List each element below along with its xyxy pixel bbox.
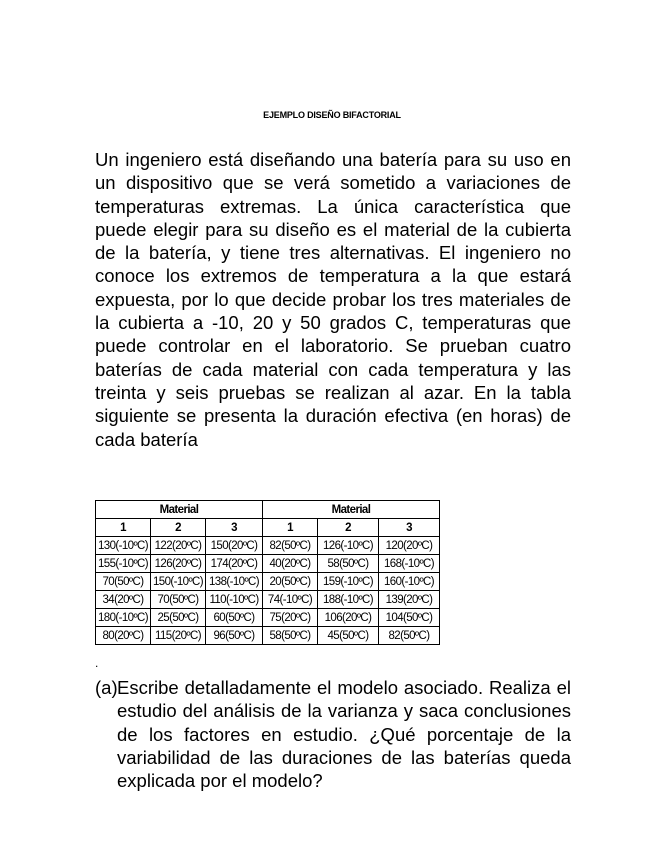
group-header-left: Material — [96, 501, 263, 519]
table-cell: 139(20ºC) — [379, 591, 440, 609]
table-cell: 74(-10ºC) — [263, 591, 318, 609]
column-header: 3 — [206, 519, 263, 537]
table-cell: 80(20ºC) — [96, 627, 151, 645]
table-cell: 110(-10ºC) — [206, 591, 263, 609]
table-cell: 104(50ºC) — [379, 609, 440, 627]
question-label: (a) — [95, 677, 118, 698]
table-row — [96, 537, 440, 555]
table-cell: 58(50ºC) — [318, 555, 379, 573]
table-cell: 122(20ºC) — [151, 537, 206, 555]
table-cell: 159(-10ºC) — [318, 573, 379, 591]
table-row — [96, 627, 440, 645]
table-cell: 115(20ºC) — [151, 627, 206, 645]
table-cell: 20(50ºC) — [263, 573, 318, 591]
data-table — [95, 500, 440, 645]
table-cell: 75(20ºC) — [263, 609, 318, 627]
column-header: 1 — [96, 519, 151, 537]
question-a — [95, 676, 571, 792]
table-cell: 106(20ºC) — [318, 609, 379, 627]
table-row — [96, 609, 440, 627]
table-cell: 126(20ºC) — [151, 555, 206, 573]
table-cell: 120(20ºC) — [379, 537, 440, 555]
table-cell: 82(50ºC) — [263, 537, 318, 555]
table-cell: 96(50ºC) — [206, 627, 263, 645]
table-row — [96, 573, 440, 591]
table-cell: 155(-10ºC) — [96, 555, 151, 573]
table-cell: 82(50ºC) — [379, 627, 440, 645]
table-cell: 34(20ºC) — [96, 591, 151, 609]
table-cell: 150(-10ºC) — [151, 573, 206, 591]
column-header: 2 — [318, 519, 379, 537]
question-text: Escribe detalladamente el modelo asociado. Realiza el estudio del análisis de la varianza y saca conclusiones de los factores en estudio. ¿Qué porcentaje de la variabilidad de las duraciones de las baterías queda explicada por el modelo? — [117, 677, 571, 792]
table-cell: 160(-10ºC) — [379, 573, 440, 591]
table-cell: 70(50ºC) — [151, 591, 206, 609]
separator-dot: . — [95, 656, 99, 670]
table-cell: 130(-10ºC) — [96, 537, 151, 555]
table-cell: 174(20ºC) — [206, 555, 263, 573]
table-cell: 150(20ºC) — [206, 537, 263, 555]
table-cell: 60(50ºC) — [206, 609, 263, 627]
table-cell: 138(-10ºC) — [206, 573, 263, 591]
table-cell: 58(50ºC) — [263, 627, 318, 645]
table-cell: 45(50ºC) — [318, 627, 379, 645]
group-header-right: Material — [263, 501, 440, 519]
table-cell: 70(50ºC) — [96, 573, 151, 591]
column-header: 3 — [379, 519, 440, 537]
column-header: 2 — [151, 519, 206, 537]
problem-statement: Un ingeniero está diseñando una batería para su uso en un dispositivo que se verá sometido a variaciones de temperaturas extremas. La única característica que puede elegir para su diseño es el material de la cubierta de la batería, y tiene tres alternativas. El ingeniero no conoce los extremos de temperatura a la que estará expuesta, por lo que decide probar los tres materiales de la cubierta a -10, 20 y 50 grados C, temperaturas que puede controlar en el laboratorio. Se prueban cuatro baterías de cada material con cada temperatura y las treinta y seis pruebas se realizan al azar. En la tabla siguiente se presenta la duración efectiva (en horas) de cada batería — [95, 149, 571, 450]
table-body — [96, 537, 440, 645]
group-header-row — [96, 501, 440, 519]
table-row — [96, 555, 440, 573]
table-cell: 25(50ºC) — [151, 609, 206, 627]
document-title: EJEMPLO DISEÑO BIFACTORIAL — [263, 110, 401, 120]
table-row — [96, 591, 440, 609]
table-cell: 188(-10ºC) — [318, 591, 379, 609]
table-cell: 40(20ºC) — [263, 555, 318, 573]
table-cell: 126(-10ºC) — [318, 537, 379, 555]
table-cell: 180(-10ºC) — [96, 609, 151, 627]
column-header: 1 — [263, 519, 318, 537]
column-header-row — [96, 519, 440, 537]
table-cell: 168(-10ºC) — [379, 555, 440, 573]
